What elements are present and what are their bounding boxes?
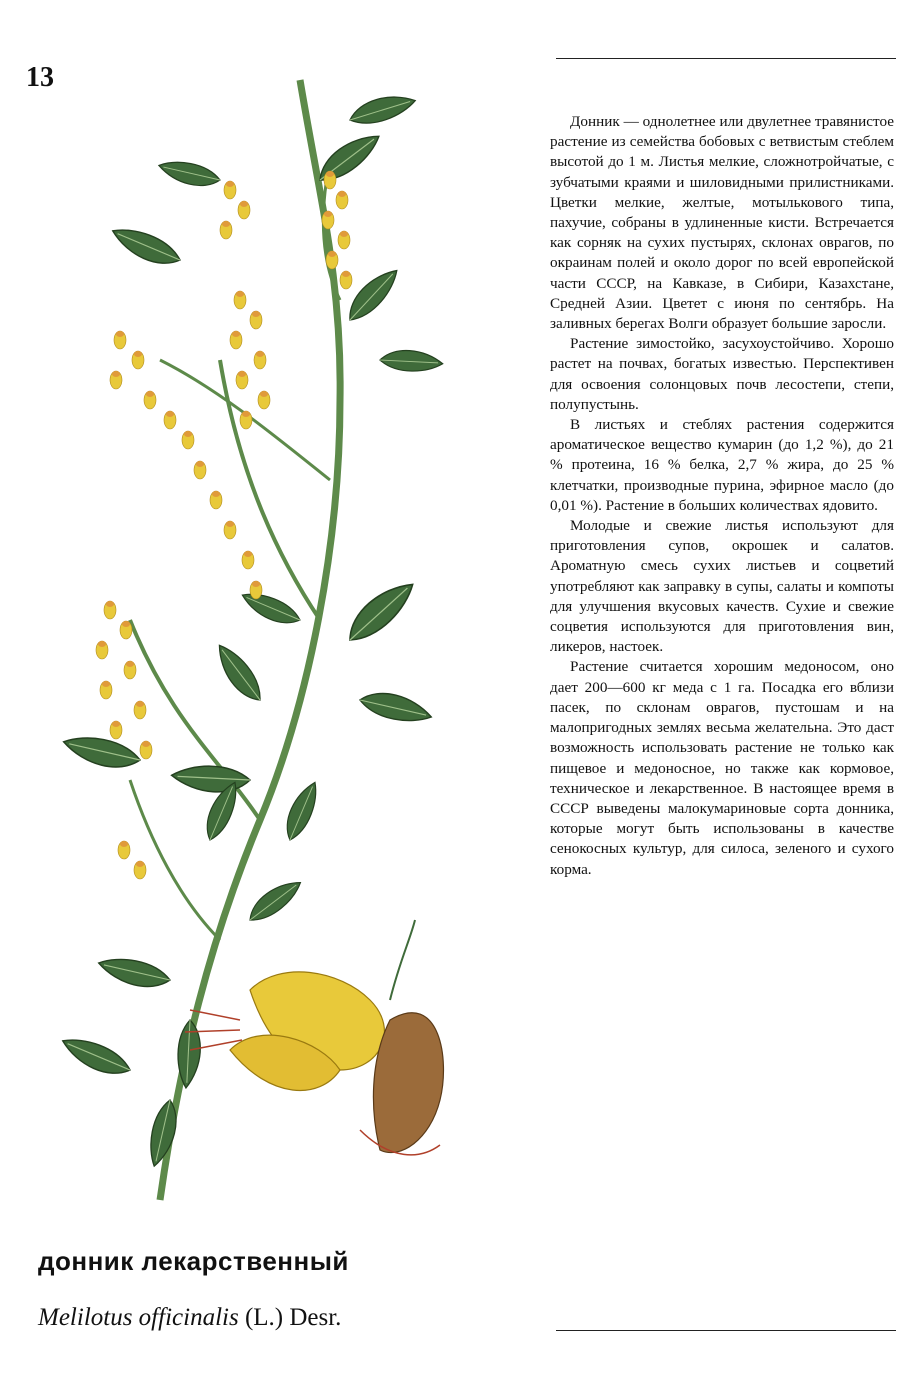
paragraph: Растение считается хорошим медоносом, оно дает 200—600 кг меда с 1 га. Посадка его вблизи пасек, по склонам оврагов, пустошам и на малопригодных землях весьма желательна. Это даст возможность использовать растение не только как пищевое и медоносное, но также как кормовое, техническое и лекарственное. В настоящее время в СССР выведены малокумариновые сорта донника, которые могут быть использованы в качестве сенокосных культур, для силоса, зеленого и сухого корма.: [550, 658, 894, 878]
paragraph: Растение зимостойко, засухоустойчиво. Хорошо растет на почвах, богатых известью. Перспективен для освоения солонцовых почв лесостепи, степи, полупустынь.: [550, 335, 894, 413]
raceme-3: [110, 331, 262, 599]
page-number: 13: [26, 62, 54, 93]
plant-name: донник лекарственный: [38, 1246, 349, 1276]
article-body: [550, 112, 894, 880]
top-rule: [556, 58, 896, 59]
latin-species: Melilotus officinalis: [38, 1304, 239, 1331]
latin-name: [38, 1304, 341, 1332]
paragraph: Донник — однолетнее или двулетнее травянистое растение из семейства бобовых с ветвистым стеблем высотой до 1 м. Листья мелкие, сложнотройчатые, с зубчатыми краями и шиловидными прилистниками. Цветки мелкие, желтые, мотылькового типа, пахучие, собраны в удлиненные кисти. Встречается как сорняк на сухих пустырях, склонах оврагов, по окраинам полей и около дорог по всей европейской части СССР, на Кавказе, в Сибири, Казахстане, Средней Азии. Цветет с июня по сентябрь. На заливных берегах Волги образует большие заросли.: [550, 113, 894, 333]
paragraph: В листьях и стеблях растения содержится ароматическое вещество кумарин (до 1,2 %), до 21 % протеина, 16 % белка, 2,7 % жира, до 25 % клетчатки, производные пурина, эфирное масло (до 0,01 %). Растение в больших количествах ядовито.: [550, 416, 894, 514]
paragraph: Молодые и свежие листья используют для приготовления супов, окрошек и салатов. Ароматную смесь сухих листьев и соцветий употребляют как заправку в супы, салаты и компоты для улучшения вкусовых качеств. Сухие и свежие соцветия используются для приготовления вин, ликеров, настоек.: [550, 517, 894, 656]
flower-detail: [185, 920, 443, 1155]
plant-illustration: [20, 60, 520, 1220]
bottom-rule: [556, 1330, 896, 1331]
latin-author: (L.) Desr.: [244, 1304, 342, 1331]
